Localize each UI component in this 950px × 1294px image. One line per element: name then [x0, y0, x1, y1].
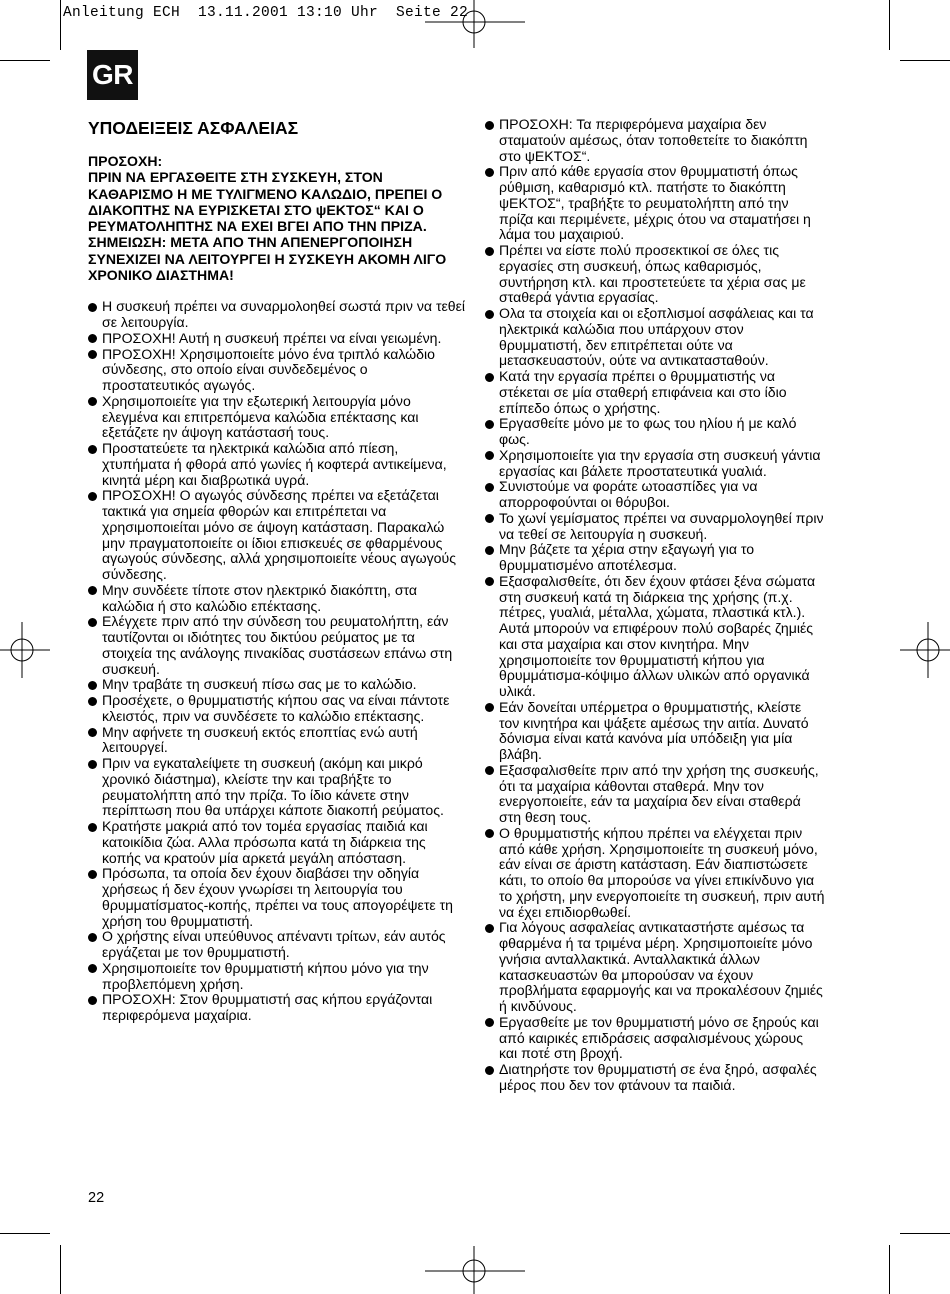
safety-list-item: ΠΡΟΣΟΧΗ: Τα περιφερόμενα μαχαίρια δεν σταματούν αμέσως, όταν τοποθετείτε το διακόπτη στο ψΕΚΤΟΣ“.: [485, 117, 825, 164]
right-safety-list: [485, 117, 825, 1094]
safety-list-item: Εργασθείτε μόνο με το φως του ηλίου ή με καλό φως.: [485, 416, 825, 448]
safety-list-item: Ο θρυμματιστής κήπου πρέπει να ελέγχεται πριν από κάθε χρήση. Χρησιμοποιείτε τη συσκευή μόνο, εάν είναι σε άριστη κατάσταση. Εάν διαπιστώσετε κάτι, το οποίο θα μπορούσε να γίνει επικίνδυνο για το χρήστη, μην ενεργοποιείτε τη συσκευή, πριν αυτή να έχει επιδιορθωθεί.: [485, 826, 825, 921]
safety-list-item: Μην βάζετε τα χέρια στην εξαγωγή για το θρυμματισμένο αποτέλεσμα.: [485, 542, 825, 574]
warning-heading: ΠΡΟΣΟΧΗ:: [88, 153, 163, 169]
safety-list-item: Εξασφαλισθείτε πριν από την χρήση της συσκευής, ότι τα μαχαίρια κάθονται σταθερά. Μην τον ενεργοποιείτε, εάν τα μαχαίρια δεν είναι σταθερά στη θεση τους.: [485, 763, 825, 826]
safety-list-item: Ο χρήστης είναι υπεύθυνος απέναντι τρίτων, εάν αυτός εργάζεται με τον θρυμματιστή.: [88, 929, 468, 961]
warning-note: ΣΗΜΕΙΩΣΗ: ΜΕΤΑ ΑΠΟ ΤΗΝ ΑΠΕΝΕΡΓΟΠΟΙΗΣΗ ΣΥΝΕΧΙΖΕΙ ΝΑ ΛΕΙΤΟΥΡΓΕΙ Η ΣΥΣΚΕΥΗ ΑΚΟΜΗ ΛΙΓΟ ΧΡΟΝΙΚΟ ΔΙΑΣΤΗΜΑ!: [88, 234, 447, 284]
safety-list-item: ΠΡΟΣΟΧΗ! Χρησιμοποιείτε μόνο ένα τριπλό καλώδιο σύνδεσης, στο οποίο είναι συνδεδεμένος ο προστατευτικός αγωγός.: [88, 347, 468, 394]
safety-list-item: Προστατεύετε τα ηλεκτρικά καλώδια από πίεση, χτυπήματα ή φθορά από γωνίες ή κοφτερά αντικείμενα, κινητά μέρη και διαβρωτικά υγρά.: [88, 441, 468, 488]
warning-block: [88, 153, 468, 283]
safety-list-item: ΠΡΟΣΟΧΗ! Αυτή η συσκευή πρέπει να είναι γειωμένη.: [88, 331, 468, 347]
safety-list-item: Εάν δονείται υπέρμετρα ο θρυμματιστής, κλείστε τον κινητήρα και ψάξετε αμέσως την αιτία. Δυνατό δόνισμα είναι κατά κανόνα μία υπόδειξη για μία βλάβη.: [485, 700, 825, 763]
safety-list-item: Πριν να εγκαταλείψετε τη συσκευή (ακόμη και μικρό χρονικό διάστημα), κλείστε την και τραβήξτε το ρευματολήπτη από την πρίζα. Το ίδιο κάνετε στην περίπτωση που θα υπάρχει κάποτε διακοπή ρεύματος.: [88, 756, 468, 819]
crop-mark-top-left-h: [0, 60, 50, 61]
safety-list-item: Κατά την εργασία πρέπει ο θρυμματιστής να στέκεται σε μία σταθερή επιφάνεια και στο ίδιο επίπεδο όπως ο χρήστης.: [485, 369, 825, 416]
safety-list-item: Χρησιμοποιείτε για την εξωτερική λειτουργία μόνο ελεγμένα και επιτρεπόμενα καλώδια επέκτασης και εξετάζετε ην άψογη κατάστασή τους.: [88, 394, 468, 441]
safety-list-item: Μην τραβάτε τη συσκευή πίσω σας με το καλώδιο.: [88, 677, 468, 693]
crop-mark-top-right-h: [900, 60, 950, 61]
registration-mark-top-icon: [425, 0, 525, 50]
safety-list-item: Πρέπει να είστε πολύ προσεκτικοί σε όλες τις εργασίες στη συσκευή, όπως καθαρισμός, συντήρηση κτλ. και προστετεύετε τα χέρια σας με σταθερά γάντια εργασίας.: [485, 243, 825, 306]
crop-mark-bottom-right-v: [889, 1245, 890, 1294]
safety-list-item: Ολα τα στοιχεία και οι εξοπλισμοί ασφάλειας και τα ηλεκτρικά καλώδια που υπάρχουν στον θρυμματιστή, δεν επιτρέπεται ούτε να μετασκευαστούν, ούτε να αντικατασταθούν.: [485, 306, 825, 369]
crop-mark-bottom-left-v: [60, 1245, 61, 1294]
safety-list-item: Το χωνί γεμίσματος πρέπει να συναρμολογηθεί πριν να τεθεί σε λειτουργία η συσκευή.: [485, 511, 825, 543]
registration-mark-left-icon: [0, 622, 50, 678]
safety-list-item: Πριν από κάθε εργασία στον θρυμματιστή όπως ρύθμιση, καθαρισμό κτλ. πατήστε το διακόπτη ψΕΚΤΟΣ“, τραβήξτε το ρευματολήπτη από την πρίζα και περιμένετε, μέχρις ότου να σταματήσει η λάμα του μαχαιριού.: [485, 164, 825, 243]
safety-list-item: Εξασφαλισθείτε, ότι δεν έχουν φτάσει ξένα σώματα στη συσκευή κατά τη διάρκεια της χρήσης (π.χ. πέτρες, γυαλιά, μέταλλα, χώματα, πλαστικά κτλ.). Αυτά μπορούν να επιφέρουν πολύ σοβαρές ζημιές και στα μαχαίρια και στον κινητήρα. Μην χρησιμοποιείτε τον θρυμματιστή κήπου για θρυμμάτισμα-κόψιμο άλλων υλικών από οργανικά υλικά.: [485, 574, 825, 700]
language-badge: GR: [87, 50, 138, 100]
left-safety-list: [88, 299, 468, 1024]
safety-list-item: Χρησιμοποιείτε για την εργασία στη συσκευή γάντια εργασίας και βάλετε προστατευτικά γυαλιά.: [485, 448, 825, 480]
safety-list-item: Μην συνδέετε τίποτε στον ηλεκτρικό διακόπτη, στα καλώδια ή στο καλώδιο επέκτασης.: [88, 583, 468, 615]
page-number: 22: [88, 1190, 105, 1206]
safety-list-item: Η συσκευή πρέπει να συναρμολοηθεί σωστά πριν να τεθεί σε λειτουργία.: [88, 299, 468, 331]
left-column: [88, 118, 468, 1024]
registration-mark-bottom-icon: [425, 1244, 525, 1294]
safety-list-item: Κρατήστε μακριά από τον τομέα εργασίας παιδιά και κατοικίδια ζώα. Αλλα πρόσωπα κατά τη διάρκεια της κοπής να κρατούν μία αρκετά μεγάλη απόσταση.: [88, 819, 468, 866]
safety-list-item: Πρόσωπα, τα οποία δεν έχουν διαβάσει την οδηγία χρήσεως ή δεν έχουν γνωρίσει τη λειτουργία του θρυμματίσματος-κοπής, πρέπει να τους απογορέψετε τη χρήση του θρυμματιστή.: [88, 866, 468, 929]
warning-text: ΠΡΙΝ ΝΑ ΕΡΓΑΣΘΕΙΤΕ ΣΤΗ ΣΥΣΚΕΥΗ, ΣΤΟΝ ΚΑΘΑΡΙΣΜΟ Η ΜΕ ΤΥΛΙΓΜΕΝΟ ΚΑΛΩΔΙΟ, ΠΡΕΠΕΙ Ο ΔΙΑΚΟΠΤΗΣ ΝΑ ΕΥΡΙΣΚΕΤΑΙ ΣΤΟ ψΕΚΤΟΣ“ ΚΑΙ Ο ΡΕΥΜΑΤΟΛΗΠΤΗΣ ΝΑ ΕΧΕΙ ΒΓΕΙ ΑΠΟ ΤΗΝ ΠΡΙΖΑ.: [88, 169, 443, 235]
registration-mark-right-icon: [900, 622, 950, 678]
print-slug-header: Anleitung ECH 13.11.2001 13:10 Uhr Seite 22: [63, 5, 469, 21]
safety-list-item: Προσέχετε, ο θρυμματιστής κήπου σας να είναι πάντοτε κλειστός, πριν να συνδέσετε το καλώδιο επέκτασης.: [88, 693, 468, 725]
safety-list-item: Μην αφήνετε τη συσκευή εκτός εποπτίας ενώ αυτή λειτουργεί.: [88, 725, 468, 757]
safety-list-item: ΠΡΟΣΟΧΗ: Στον θρυμματιστή σας κήπου εργάζονται περιφερόμενα μαχαίρια.: [88, 992, 468, 1024]
right-column: [485, 117, 825, 1094]
safety-list-item: Χρησιμοποιείτε τον θρυμματιστή κήπου μόνο για την προβλεπόμενη χρήση.: [88, 961, 468, 993]
crop-mark-bottom-left-h: [0, 1233, 50, 1234]
safety-list-item: ΠΡΟΣΟΧΗ! Ο αγωγός σύνδεσης πρέπει να εξετάζεται τακτικά για σημεία φθορών και επιτρέπεται να χρησιμοποιείται μόνο σε άψογη κατάσταση. Παρακαλώ μην πραγματοποιείτε οι ίδιοι επισκευές σε φθαρμένους αγωγούς σύνδεσης, αλλά χρησιμοποιείτε νέους αγωγούς σύνδεσης.: [88, 488, 468, 583]
section-title: ΥΠΟΔΕΙΞΕΙΣ ΑΣΦΑΛΕΙΑΣ: [88, 118, 299, 138]
safety-list-item: Ελέγχετε πριν από την σύνδεση του ρευματολήπτη, εάν ταυτίζονται οι ιδιότητες του δικτύου ρεύματος με τα στοιχεία της ανάλογης πινακίδας συστάσεων επάνω στη συσκευή.: [88, 614, 468, 677]
crop-mark-top-right-v: [889, 0, 890, 50]
crop-mark-top-left-v: [60, 0, 61, 50]
crop-mark-bottom-right-h: [900, 1233, 950, 1234]
safety-list-item: Εργασθείτε με τον θρυμματιστή μόνο σε ξηρούς και από καιρικές επιδράσεις ασφαλισμένους χώρους και ποτέ στη βροχή.: [485, 1015, 825, 1062]
safety-list-item: Συνιστούμε να φοράτε ωτοασπίδες για να απορροφούνται οι θόρυβοι.: [485, 479, 825, 511]
safety-list-item: Διατηρήστε τον θρυμματιστή σε ένα ξηρό, ασφαλές μέρος που δεν τον φτάνουν τα παιδιά.: [485, 1062, 825, 1094]
safety-list-item: Για λόγους ασφαλείας αντικαταστήστε αμέσως τα φθαρμένα ή τα τριμένα μέρη. Χρησιμοποιείτε μόνο γνήσια ανταλλακτικά. Ανταλλακτικά άλλων κατασκευαστών θα μπορούσαν να έχουν προβλήματα εφαρμογής και να προκαλέσουν ζημιές ή κινδύνους.: [485, 920, 825, 1015]
